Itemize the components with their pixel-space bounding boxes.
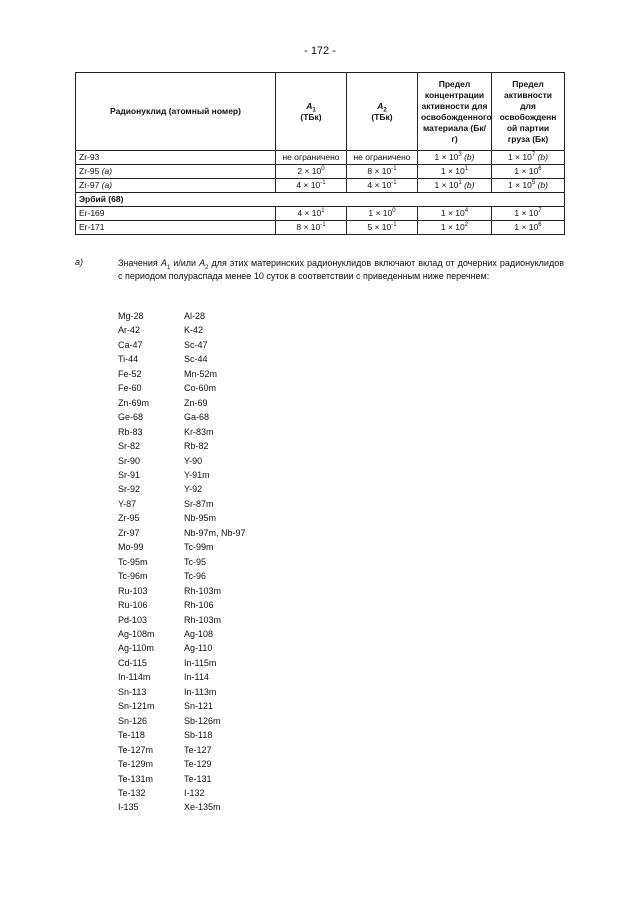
daughter-nuclide: Sn-121 [184,701,214,712]
parent-nuclide: Sn-121m [118,701,155,712]
concentration-cell: $1 \times 10^3$ (b) [418,151,492,165]
daughter-nuclide: Mn-52m [184,368,218,379]
daughter-nuclide: Rh-106 [184,600,214,611]
daughter-nuclide: I-132 [184,787,205,798]
parent-nuclide: Fe-60 [118,383,142,394]
parent-nuclide: Ge-68 [118,412,144,423]
page-number: - 172 - [304,45,336,57]
parent-nuclide: Sn-126 [118,715,148,726]
a2-cell: $4 \times 10^{-1}$ [347,179,418,193]
parent-nuclide: Ag-108m [118,628,155,639]
nuclide-cell: Er-169 [76,207,276,221]
daughter-nuclide: Rh-103m [184,614,222,625]
activity-cell: $1 \times 10^7$ [492,207,565,221]
daughter-nuclide: Sc-47 [184,339,208,350]
daughter-nuclide: Te-129 [184,759,212,770]
header-concentration-limit: Предел концентрации активности для освобожденного материала (Бк/г) [418,73,492,151]
concentration-cell: $1 \times 10^2$ [418,221,492,235]
parent-nuclide: Pd-103 [118,614,148,625]
a1-cell: $8 \times 10^{-1}$ [276,221,347,235]
activity-cell: $1 \times 10^5$ (b) [492,179,565,193]
parent-nuclide: Ti-44 [118,354,139,365]
parent-nuclide: Te-131m [118,773,154,784]
header-radionuclide: Радионуклид (атомный номер) [76,73,276,151]
daughter-nuclide: Te-127 [184,744,212,755]
parent-nuclide: Ag-110m [118,643,154,654]
table-row [76,165,565,179]
table-row [76,151,565,165]
radionuclide-table [75,72,565,235]
daughter-nuclide: Ag-108 [184,628,214,639]
parent-nuclide: Te-118 [118,730,145,741]
daughter-nuclide: Kr-83m [184,426,214,437]
daughter-nuclide: Al-28 [184,311,206,321]
footnote-key: a) [75,257,84,267]
parent-nuclide: Te-132 [118,787,146,798]
a1-cell: $4 \times 10^1$ [276,207,347,221]
parent-nuclide: In-114m [118,672,151,683]
daughter-nuclide: Sb-126m [184,715,221,726]
parent-nuclide: Zr-97 [118,527,140,538]
daughter-nuclide: Sb-118 [184,730,213,741]
daughter-nuclide: Sc-44 [184,354,208,365]
concentration-cell: $1 \times 10^1$ [418,165,492,179]
a2-cell: $1 \times 10^0$ [347,207,418,221]
parent-nuclide: Sr-91 [118,469,141,480]
header-activity-limit: Предел активности для освобожденн ой партии груза (Бк) [492,73,565,151]
activity-cell: $1 \times 10^6$ [492,165,565,179]
daughter-nuclide: Xe-135m [184,802,221,813]
a1-cell: $4 \times 10^{-1}$ [276,179,347,193]
daughter-nuclide: Tc-95 [184,556,207,567]
parent-nuclide: Sr-82 [118,441,141,452]
parent-nuclide: Rb-83 [118,426,143,437]
parent-nuclide: Ar-42 [118,325,141,336]
parent-nuclide: Mo-99 [118,542,144,553]
table-row [76,221,565,235]
header-a1: $A_1$ (ТБк) [276,73,347,151]
nuclide-cell: Zr-95 (a) [76,165,276,179]
table-row [76,207,565,221]
parent-nuclide: Cd-115 [118,657,147,668]
group-heading: Эрбий (68) [76,193,565,207]
daughter-nuclide: Nb-95m [184,513,217,524]
daughter-nuclide: Ga-68 [184,412,210,423]
table-header-row [76,73,565,151]
daughter-nuclide: Te-131 [184,773,212,784]
nuclide-cell: Zr-93 [76,151,276,165]
a2-cell: $5 \times 10^{-1}$ [347,221,418,235]
daughter-nuclide: Tc-99m [184,542,214,553]
a2-cell: не ограничено [347,151,418,165]
daughter-nuclide: Nb-97m, Nb-97 [184,527,246,538]
daughter-nuclide: K-42 [184,325,204,336]
activity-cell: $1 \times 10^6$ [492,221,565,235]
footnote-text: Значения $A_1$ и/или $A_2$ для этих материнских радионуклидов включают вклад от дочерних радионуклидов с периодом полураспада менее 10 суток в соответствии с приведенным ниже перечнем: [118,258,564,281]
a1-cell: не ограничено [276,151,347,165]
table-row [76,193,565,207]
daughter-nuclide: Tc-96 [184,571,207,582]
table-row [76,179,565,193]
parent-nuclide: Sr-92 [118,484,141,495]
daughter-nuclide: Zn-69 [184,397,208,408]
a1-cell: $2 \times 10^0$ [276,165,347,179]
daughter-nuclide: In-113m [184,686,217,697]
daughter-nuclide: Y-92 [184,484,203,495]
parent-nuclide: Te-129m [118,759,154,770]
nuclide-cell: Er-171 [76,221,276,235]
parent-nuclide: Sr-90 [118,455,141,466]
parent-nuclide: Tc-95m [118,556,148,567]
parent-nuclide: Ca-47 [118,339,143,350]
daughter-nuclide: In-115m [184,657,217,668]
parent-nuclide: I-135 [118,802,139,813]
daughter-nuclide: Y-91m [184,469,210,480]
nuclide-cell: Zr-97 (a) [76,179,276,193]
daughter-nuclide: In-114 [184,672,209,683]
parent-nuclide: Sn-113 [118,686,147,697]
parent-nuclide: Y-87 [118,498,137,509]
daughter-nuclide: Rb-82 [184,441,209,452]
parent-nuclide: Mg-28 [118,311,144,321]
parent-nuclide: Tc-96m [118,571,148,582]
daughter-nuclide: Co-60m [184,383,217,394]
parent-nuclide: Ru-106 [118,600,148,611]
parent-nuclide: Zn-69m [118,397,150,408]
a2-cell: $8 \times 10^{-1}$ [347,165,418,179]
activity-cell: $1 \times 10^7$ (b) [492,151,565,165]
parent-nuclide: Zr-95 [118,513,140,524]
daughter-nuclide: Y-90 [184,455,203,466]
daughter-nuclide: Rh-103m [184,585,222,596]
parent-nuclide: Ru-103 [118,585,148,596]
daughter-nuclide: Ag-110 [184,643,213,654]
concentration-cell: $1 \times 10^1$ (b) [418,179,492,193]
daughter-nuclide: Sr-87m [184,498,214,509]
parent-nuclide: Te-127m [118,744,154,755]
parent-nuclide: Fe-52 [118,368,142,379]
header-a2: $A_2$ (ТБк) [347,73,418,151]
concentration-cell: $1 \times 10^4$ [418,207,492,221]
